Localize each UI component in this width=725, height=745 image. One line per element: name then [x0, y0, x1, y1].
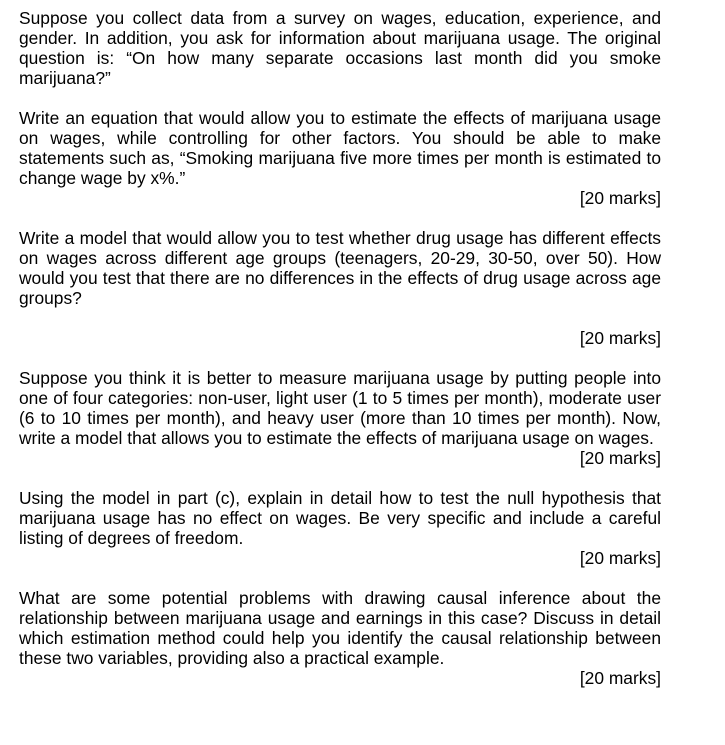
question-e-marks: [20 marks]	[579, 668, 661, 688]
question-e-text: What are some potential problems with drawing causal inference about the relationship between marijuana usage and earnings in this case? Discuss in detail which estimation method could help you identify the causal relationship between these two variables, providing also a practical example.	[19, 588, 661, 668]
spacer	[19, 468, 661, 488]
question-b-marks: [20 marks]	[579, 328, 661, 348]
question-d-text: Using the model in part (c), explain in detail how to test the null hypothesis that marijuana usage has no effect on wages. Be very specific and include a careful listing of degrees of freedom.	[19, 488, 661, 548]
spacer	[19, 308, 661, 328]
question-a-text: Write an equation that would allow you to estimate the effects of marijuana usage on wages, while controlling for other factors. You should be able to make statements such as, “Smoking marijuana five more times per month is estimated to change wage by x%.”	[19, 108, 661, 188]
question-b-text: Write a model that would allow you to test whether drug usage has different effects on wages across different age groups (teenagers, 20-29, 30-50, over 50). How would you test that there are no differences in the effects of drug usage across age groups?	[19, 228, 661, 308]
question-c-text: Suppose you think it is better to measure marijuana usage by putting people into one of four categories: non-user, light user (1 to 5 times per month), moderate user (6 to 10 times per month), and heavy user (more than 10 times per month). Now, write a model that allows you to estimate the effects of marijuana usage on wages.	[19, 368, 661, 448]
spacer	[19, 88, 661, 108]
intro-paragraph: Suppose you collect data from a survey on wages, education, experience, and gender. In addition, you ask for information about marijuana usage. The original question is: “On how many separate occasions last month did you smoke marijuana?”	[19, 8, 661, 88]
spacer	[19, 568, 661, 588]
spacer	[19, 348, 661, 368]
question-d-marks: [20 marks]	[579, 548, 661, 568]
spacer	[19, 208, 661, 228]
question-c-marks: [20 marks]	[579, 448, 661, 468]
question-a-marks: [20 marks]	[579, 188, 661, 208]
document	[19, 8, 661, 688]
